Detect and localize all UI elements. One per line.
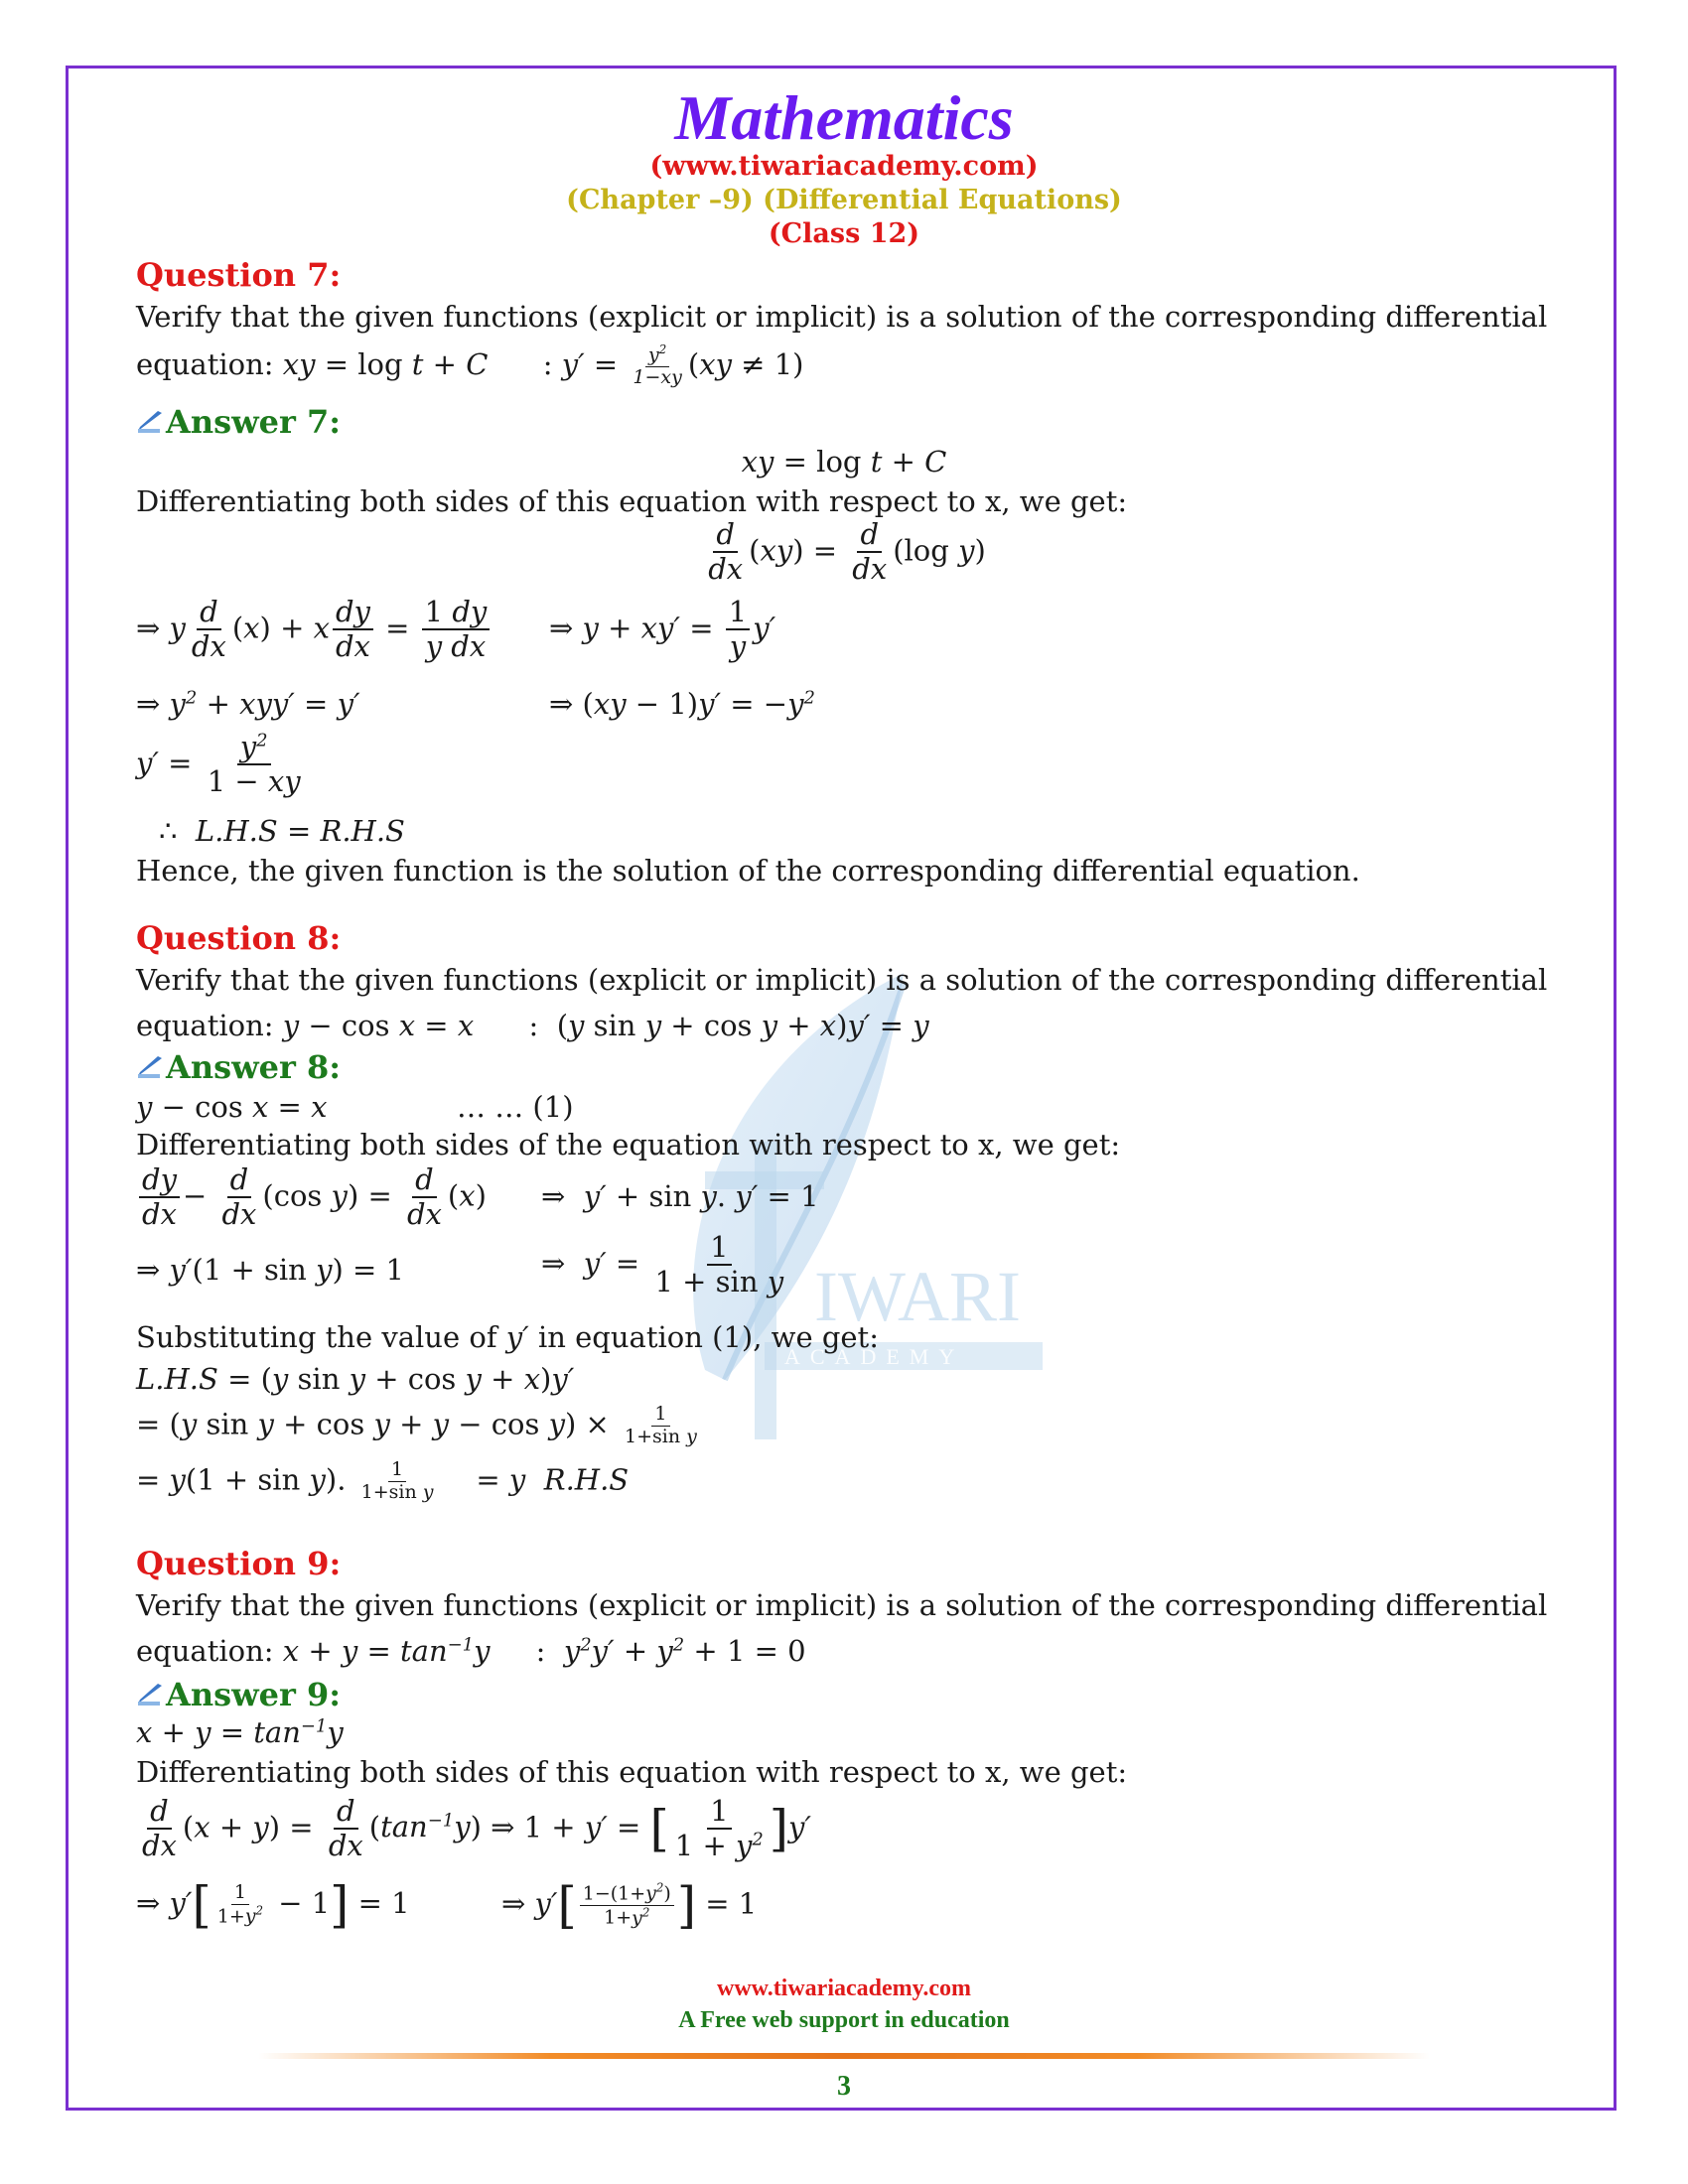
answer-8-line-d: ⇒ y′ = $\frac{1}{\text{1 + sin y}}$ bbox=[541, 1230, 784, 1299]
answer-8-lhs-step2: = (y sin y + cos y + y − cos y) × $\frac{1}{\text{1+sin y}}$ bbox=[136, 1403, 697, 1447]
answer-8-lhs-step3: = y(1 + sin y). $\frac{1}{\text{1+sin y}}$ = y R.H.S bbox=[136, 1458, 630, 1503]
answer-7-heading: Answer 7: bbox=[136, 403, 341, 441]
pen-icon bbox=[136, 409, 164, 435]
question-7-text: Verify that the given functions (explicit or implicit) is a solution of the corresponding differential bbox=[136, 300, 1548, 334]
header-chapter: (Chapter –9) (Differential Equations) bbox=[566, 185, 1122, 215]
footer-website[interactable]: www.tiwariacademy.com bbox=[717, 1976, 971, 2001]
answer-7-differentiate: $\frac{d}{dx}$ (xy) = $\frac{d}{dx}$ (log y) bbox=[708, 517, 986, 587]
header-class: (Class 12) bbox=[768, 218, 920, 249]
answer-8-heading: Answer 8: bbox=[136, 1048, 341, 1086]
answer-7-step1: Differentiating both sides of this equation with respect to x, we get: bbox=[136, 484, 1128, 518]
answer-9-given: $x + y = \tan^{-1}y$ bbox=[136, 1715, 344, 1749]
answer-9-line-b: ⇒ y′[ $\frac{1}{1+y^2}$ − 1] = 1 bbox=[136, 1875, 410, 1934]
watermark-brand: IWARI bbox=[814, 1257, 1021, 1336]
answer-7-line-c: ⇒ $y^2 + xyy' = y'$ bbox=[136, 687, 360, 721]
answer-8-eq-label: … … (1) bbox=[457, 1090, 574, 1124]
question-8-text: Verify that the given functions (explicit or implicit) is a solution of the corresponding differential bbox=[136, 963, 1548, 997]
header-website: (www.tiwariacademy.com) bbox=[649, 151, 1039, 182]
answer-9-step1: Differentiating both sides of this equation with respect to x, we get: bbox=[136, 1755, 1128, 1789]
question-9-equation: equation: $x + y = \tan^{-1}y$ : $y^2y' + y^2 + 1 = 0$ bbox=[136, 1634, 806, 1668]
footer-divider bbox=[258, 2053, 1430, 2059]
answer-8-line-a: $\frac{dy}{dx}$ − $\frac{d}{dx}$ (cos y) = $\frac{d}{dx}$ (x) bbox=[136, 1163, 487, 1232]
answer-7-lhs-rhs: ∴ L.H.S = R.H.S bbox=[159, 814, 405, 848]
page-title: Mathematics bbox=[674, 82, 1014, 153]
question-8-equation: equation: y − cos x = x : (y sin y + cos y + x)y′ = y bbox=[136, 1009, 929, 1042]
answer-7-conclusion: Hence, the given function is the solution of the corresponding differential equation. bbox=[136, 854, 1360, 887]
answer-7-given: xy = log t + C bbox=[741, 445, 947, 478]
answer-7-line-b: ⇒ y + xy′ = $\frac{1}{y}$ y′ bbox=[549, 595, 776, 664]
answer-8-given: y − cos x = x bbox=[136, 1090, 328, 1124]
answer-9-heading: Answer 9: bbox=[136, 1676, 341, 1713]
answer-7-line-a: ⇒ y $\frac{d}{dx}$ (x) + x $\frac{dy}{dx}$ = $\frac{1 dy}{\text{y dx}}$ bbox=[136, 596, 492, 664]
answer-8-lhs: L.H.S = (y sin y + cos y + x)y′ bbox=[136, 1362, 575, 1396]
page-number: 3 bbox=[837, 2071, 851, 2102]
question-8-heading: Question 8: bbox=[136, 919, 342, 957]
answer-7-result: y′ = $\frac{y^2}{1 - xy}$ bbox=[136, 730, 301, 799]
answer-8-line-c: ⇒ y′(1 + sin y) = 1 bbox=[136, 1253, 404, 1287]
pen-icon bbox=[136, 1054, 164, 1080]
answer-8-line-b: ⇒ y′ + sin y. y′ = 1 bbox=[541, 1179, 819, 1213]
question-7-equation: equation: xy = log t + C : y′ = $\frac{y^2}{1-xy}$ (xy ≠ 1) bbox=[136, 342, 804, 389]
pen-icon bbox=[136, 1682, 164, 1707]
answer-8-substitute: Substituting the value of y′ in equation (1), we get: bbox=[136, 1320, 879, 1354]
answer-9-line-a: $\frac{d}{dx}$ (x + y) = $\frac{d}{dx}$ $(\tan^{-1}y)$ ⇒ 1 + y′ = [ $\frac{1}{1 + y^2}$ ]y′ bbox=[142, 1794, 811, 1863]
answer-8-step1: Differentiating both sides of the equation with respect to x, we get: bbox=[136, 1128, 1121, 1161]
footer-tagline: A Free web support in education bbox=[678, 2007, 1010, 2033]
answer-9-line-c: ⇒ y′[ $\frac{1-(1+y^2)}{1+y^2}$ ] = 1 bbox=[501, 1876, 758, 1935]
answer-7-line-d: ⇒ $(xy - 1)y' = -y^2$ bbox=[549, 687, 815, 721]
question-9-heading: Question 9: bbox=[136, 1545, 342, 1582]
question-9-text: Verify that the given functions (explicit or implicit) is a solution of the corresponding differential bbox=[136, 1588, 1548, 1622]
watermark-sub: ACADEMY bbox=[784, 1344, 965, 1369]
question-7-heading: Question 7: bbox=[136, 256, 342, 294]
